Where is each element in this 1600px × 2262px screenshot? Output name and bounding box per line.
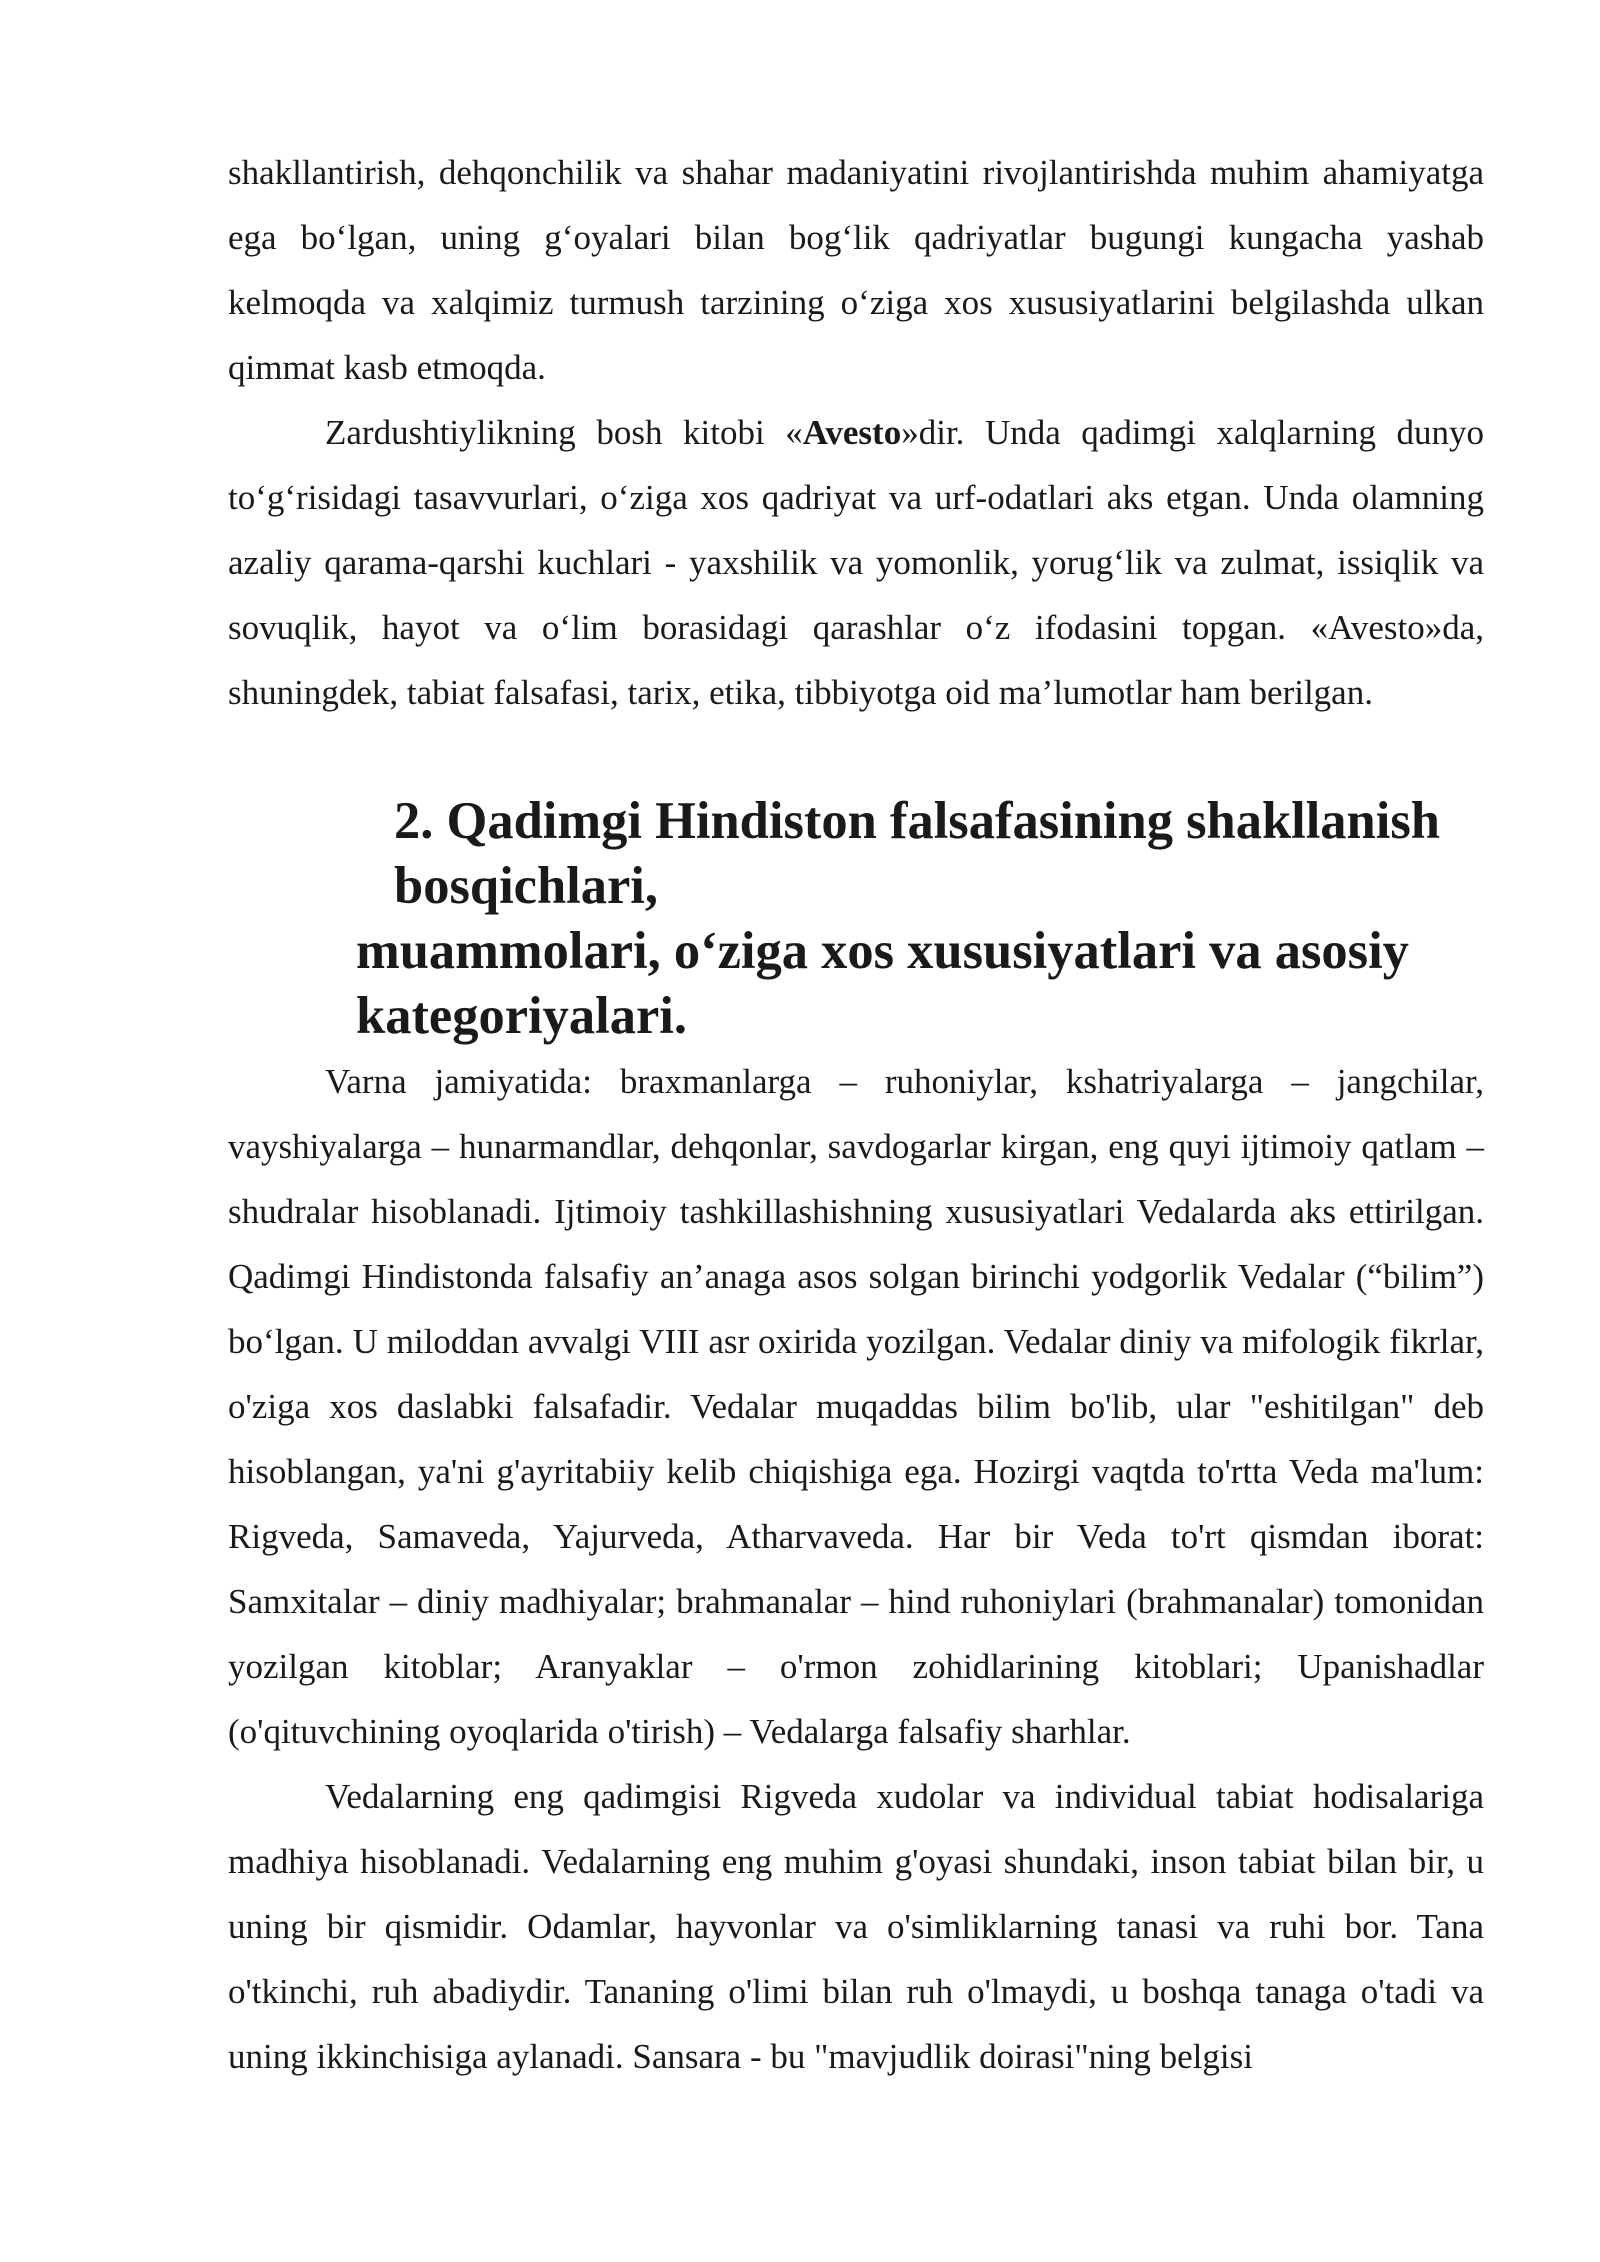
section-heading bbox=[228, 789, 1484, 1049]
paragraph-3: Varna jamiyatida: braxmanlarga – ruhoniylar, kshatriyalarga – jangchilar, vayshiyalarga – hunarmandlar, dehqonlar, savdogarlar kirgan, eng quyi ijtimoiy qatlam – shudralar hisoblanadi. Ijtimoiy tashkillashishning xususiyatlari Vedalarda aks ettirilgan. Qadimgi Hindistonda falsafiy an’anaga asos solgan birinchi yodgorlik Vedalar (“bilim”) bo‘lgan. U miloddan avvalgi VIII asr oxirida yozilgan. Vedalar diniy va mifologik fikrlar, o'ziga xos daslabki falsafadir. Vedalar muqaddas bilim bo'lib, ular "eshitilgan" deb hisoblangan, ya'ni g'ayritabiiy kelib chiqishiga ega. Hozirgi vaqtda to'rtta Veda ma'lum: Rigveda, Samaveda, Yajurveda, Atharvaveda. Har bir Veda to'rt qismdan iborat: Samxitalar – diniy madhiyalar; brahmanalar – hind ruhoniylari (brahmanalar) tomonidan yozilgan kitoblar; Aranyaklar – o'rmon zohidlarining kitoblari; Upanishadlar (o'qituvchining oyoqlarida o'tirish) – Vedalarga falsafiy sharhlar. bbox=[228, 1062, 1484, 1751]
paragraph-2-rest: »dir. Unda qadimgi xalqlarning dunyo to‘g‘risidagi tasavvurlari, o‘ziga xos qadriyat va urf-odatlari aks etgan. Unda olamning azaliy qarama-qarshi kuchlari - yaxshilik va yomonlik, yorug‘lik va zulmat, issiqlik va sovuqlik, hayot va o‘lim borasidagi qarashlar o‘z ifodasini topgan. «Avesto»da, shuningdek, tabiat falsafasi, tarix, etika, tibbiyotga oid ma’lumotlar ham berilgan. bbox=[228, 413, 1484, 712]
document-page bbox=[228, 140, 1484, 2089]
section-heading-line-2: muammolari, o‘ziga xos xususiyatlari va asosiy kategoriyalari. bbox=[356, 922, 1409, 1045]
paragraph-2-start: Zardushtiylikning bosh kitobi « bbox=[325, 413, 803, 452]
paragraph-1: shakllantirish, dehqonchilik va shahar madaniyatini rivojlantirishda muhim ahamiyatga ega bo‘lgan, uning g‘oyalari bilan bog‘lik qadriyatlar bugungi kungacha yashab kelmoqda va xalqimiz turmush tarzining o‘ziga xos xususiyatlarini belgilashda ulkan qimmat kasb etmoqda. bbox=[228, 153, 1484, 387]
avesto-bold-term: Avesto bbox=[802, 413, 902, 452]
section-gap bbox=[228, 725, 1484, 789]
paragraph-2 bbox=[228, 400, 1484, 725]
section-heading-line-1: 2. Qadimgi Hindiston falsafasining shakllanish bosqichlari, bbox=[394, 792, 1440, 915]
paragraph-4: Vedalarning eng qadimgisi Rigveda xudolar va individual tabiat hodisalariga madhiya hisoblanadi. Vedalarning eng muhim g'oyasi shundaki, inson tabiat bilan bir, u uning bir qismidir. Odamlar, hayvonlar va o'simliklarning tanasi va ruhi bor. Tana o'tkinchi, ruh abadiydir. Tananing o'limi bilan ruh o'lmaydi, u boshqa tanaga o'tadi va uning ikkinchisiga aylanadi. Sansara - bu "mavjudlik doirasi"ning belgisi bbox=[228, 1777, 1484, 2076]
